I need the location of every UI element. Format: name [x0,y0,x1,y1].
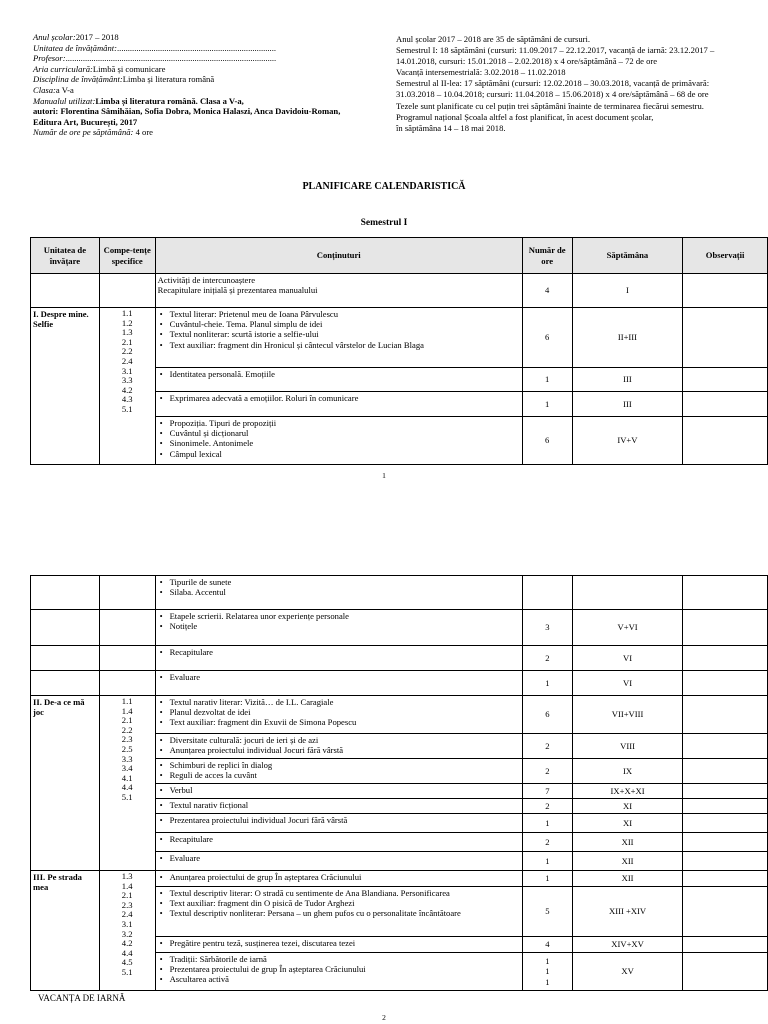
info-line: în săptămâna 14 – 18 mai 2018. [396,122,506,133]
list-item: • Planul dezvoltat de idei [158,707,520,717]
content-line: Recapitulare inițială și prezentarea manualului [157,285,318,296]
table-row [31,308,768,368]
ore-cell: 1 [522,392,572,417]
col-header-saptamana: Săptămâna [572,238,683,274]
sapt-cell: IV+V [572,417,683,465]
ore-cell: 1 [522,871,572,887]
vacanta-label: VACANȚA DE IARNĂ [38,993,126,1003]
ore-cell: 2 [522,833,572,852]
ore-cell: 5 [522,887,572,937]
list-item: • Sinonimele. Antonimele [158,438,520,448]
competente-cell: 1.3 1.4 2.1 2.3 2.4 3.1 3.2 4.2 4.4 4.5 5.1 [99,871,155,991]
list-item: • Evaluare [158,853,520,863]
list-item: • Text auxiliar: fragment din Exuvii de Simona Popescu [158,717,520,727]
semester-title: Semestrul I [360,218,408,228]
ore-cell: 6 [522,417,572,465]
list-item: • Reguli de acces la cuvânt [158,770,520,780]
list-item: • Text auxiliar: fragment din Hronicul și cântecul vârstelor de Lucian Blaga [158,340,520,350]
list-item: • Cuvântul și dicționarul [158,428,520,438]
disciplina-label: Disciplina de învățământ: [33,74,123,85]
clasa: a V-a [55,84,74,95]
sapt-cell: XV [572,953,683,991]
page-number: 2 [382,1013,386,1022]
list-item: • Prezentarea proiectului de grup În așteptarea Crăciunului [158,964,520,974]
sapt-cell: II+III [572,308,683,368]
sapt-cell: XI [572,799,683,814]
sapt-cell: IX [572,759,683,784]
list-item: • Prezentarea proiectului individual Jocuri fără vârstă [158,815,520,825]
autori: Florentina Sâmihăian, Sofia Dobra, Monica Halaszi, Anca Davidoiu-Roman, [60,106,341,117]
list-item: • Pregătire pentru teză, susținerea tezei, discutarea tezei [158,938,520,948]
list-item: • Diversitate culturală: jocuri de ieri și de azi [158,735,520,745]
ore-cell: 1 [522,671,572,696]
list-item: • Evaluare [158,672,520,682]
col-header-unitatea: Unitatea de învățare [31,238,100,274]
an-scolar: 2017 – 2018 [75,32,119,42]
info-line: Tezele sunt planificate cu cel puțin trei săptămâni înainte de terminarea fiecărui semestru. [396,100,704,111]
col-header-observatii: Observații [683,238,768,274]
table-row [31,610,768,646]
ore-cell: 7 [522,784,572,799]
sapt-cell: I [572,274,683,308]
sapt-cell: XIV+XV [572,937,683,953]
list-item: • Textul nonliterar: scurtă istorie a selfie-ului [158,329,520,339]
unitatea-dots: .......................................................................... [117,42,276,53]
competente-cell: 1.1 1.2 1.3 2.1 2.2 2.4 3.1 3.3 4.2 4.3 5.1 [99,308,155,465]
manual-label: Manualul utilizat: [33,95,96,106]
sapt-cell: V+VI [572,610,683,646]
list-item: • Anunțarea proiectului de grup În așteptarea Crăciunului [158,872,520,882]
table-row [31,696,768,734]
sapt-cell: III [572,368,683,392]
list-item: • Schimburi de replici în dialog [158,760,520,770]
ore-cell: 4 [522,274,572,308]
profesor-label: Profesor: [33,53,66,64]
content-line: Activități de intercunoaștere [157,275,256,285]
planning-table-page1 [30,237,768,465]
ore-cell: 1 [522,852,572,871]
info-line: Vacanță intersemestrială: 3.02.2018 – 11.02.2018 [396,67,566,78]
ore: 4 ore [135,127,153,138]
ore-label: Număr de ore pe săptămână: [33,127,134,138]
ore-cell: 2 [522,646,572,671]
unit-name: I. Despre mine. Selfie [31,308,100,465]
ore-cell [522,576,572,610]
sapt-cell: IX+X+XI [572,784,683,799]
sapt-cell: VI [572,671,683,696]
ore-cell: 4 [522,937,572,953]
table-row [31,671,768,696]
list-item: • Cuvântul-cheie. Tema. Planul simplu de idei [158,319,520,329]
list-item: • Propoziția. Tipuri de propoziții [158,418,520,428]
list-item: • Text auxiliar: fragment din O pisică de Tudor Arghezi [158,898,520,908]
info-line: 31.03.2018 – 10.04.2018; cursuri: 11.04.2018 – 15.06.2018) x 4 ore/săptămână – 68 de ore [396,89,709,100]
list-item: • Ascultarea activă [158,974,520,984]
competente-cell: 1.1 1.4 2.1 2.2 2.3 2.5 3.3 3.4 4.1 4.4 5.1 [99,696,155,871]
aria-label: Aria curriculară: [33,63,93,74]
ore-cell: 1 [522,814,572,833]
list-item: • Tradiții: Sărbătorile de iarnă [158,954,520,964]
table-header-row [31,238,768,274]
manual: Limba și literatura română. Clasa a V-a, [95,95,244,106]
col-header-numar: Număr de ore [522,238,572,274]
header-left [33,32,363,138]
info-line: 14.01.2018, cursuri: 15.01.2018 – 2.02.2018) x 4 ore/săptămână – 72 de ore [396,56,658,67]
ore-cell: 2 [522,799,572,814]
sapt-cell: VIII [572,734,683,759]
list-item: • Identitatea personală. Emoțiile [158,369,520,379]
list-item: • Recapitulare [158,647,520,657]
list-item: • Recapitulare [158,834,520,844]
header-right [396,34,748,134]
ore-cell: 2 [522,734,572,759]
list-item: • Notițele [158,621,520,631]
sapt-cell: XII [572,833,683,852]
list-item: • Textul narativ literar: Vizită… de I.L. Caragiale [158,697,520,707]
sapt-cell: XII [572,852,683,871]
col-header-competente: Compe-tențe specifice [99,238,155,274]
ore-cell: 3 [522,610,572,646]
col-header-continuturi: Conținuturi [155,238,522,274]
ore-cell: 2 [522,759,572,784]
ore-cell: 1 [522,368,572,392]
sapt-cell: XI [572,814,683,833]
sapt-cell [572,576,683,610]
editura: Editura Art, București, 2017 [33,116,138,127]
autori-label: autori: [33,106,59,117]
info-line: Semestrul al II-lea: 17 săptămâni (cursuri: 12.02.2018 – 30.03.2018, vacanță de primăvară: [396,78,710,89]
list-item: • Verbul [158,785,520,795]
unit-name: III. Pe strada mea [31,871,100,991]
table-row [31,274,768,308]
unit-name: II. De-a ce mă joc [31,696,100,871]
planning-table-page2 [30,575,768,991]
disciplina: Limba și literatura română [122,74,215,85]
info-line: Anul școlar 2017 – 2018 are 35 de săptămâni de cursuri. [396,34,591,44]
sapt-cell: XII [572,871,683,887]
unitatea-label: Unitatea de învățământ: [33,42,118,53]
list-item: • Câmpul lexical [158,449,520,459]
page-title: PLANIFICARE CALENDARISTICĂ [302,181,466,192]
ore-cell: 6 [522,696,572,734]
list-item: • Textul descriptiv nonliterar: Persana – un ghem pufos cu o personalitate încântătoare [158,908,520,918]
ore-cell: 1 1 1 [522,953,572,991]
clasa-label: Clasa: [33,84,56,95]
table-row [31,646,768,671]
list-item: • Silaba. Accentul [158,587,520,597]
info-line: Semestrul I: 18 săptămâni (cursuri: 11.09.2017 – 22.12.2017, vacanță de iarnă: 23.12.2017 – [396,45,715,56]
list-item: • Exprimarea adecvată a emoțiilor. Roluri în comunicare [158,393,520,403]
list-item: • Etapele scrierii. Relatarea unor experiențe personale [158,611,520,621]
page-number: 1 [382,471,386,480]
ore-cell: 6 [522,308,572,368]
aria: Limbă și comunicare [92,63,166,74]
list-item: • Anunțarea proiectului individual Jocuri fără vârstă [158,745,520,755]
list-item: • Textul narativ ficțional [158,800,520,810]
sapt-cell: III [572,392,683,417]
sapt-cell: XIII +XIV [572,887,683,937]
info-line: Programul național Școala altfel a fost planificat, în acest document școlar, [396,111,654,122]
list-item: • Tipurile de sunete [158,577,520,587]
an-scolar-label: Anul școlar: [33,32,76,42]
sapt-cell: VII+VIII [572,696,683,734]
list-item: • Textul literar: Prietenul meu de Ioana Pârvulescu [158,309,520,319]
table-row [31,576,768,610]
table-row [31,871,768,887]
list-item: • Textul descriptiv literar: O stradă cu sentimente de Ana Blandiana. Personificarea [158,888,520,898]
profesor-dots: .................................................................................................. [65,53,277,64]
sapt-cell: VI [572,646,683,671]
